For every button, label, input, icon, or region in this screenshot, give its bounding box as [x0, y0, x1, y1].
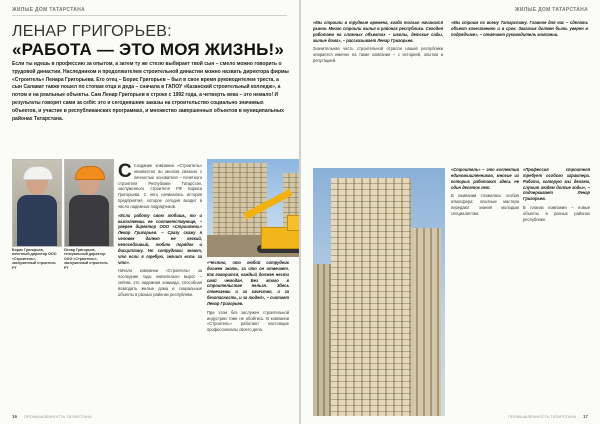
- portrait-lenar: [64, 159, 114, 247]
- drop-cap: С: [118, 161, 132, 182]
- helmet-icon: [23, 166, 53, 180]
- paragraph: С Создание компании «Строитель» неизвестно во многом связано с личностью основателя – почетного строителя Республики Татарстан, заслуженного строителя РФ Бориса Григорьева. С него начиналась история предприятия, которое сегодня входит в число надежных подрядчиков.: [118, 161, 202, 209]
- text-column: [313, 20, 443, 67]
- quote-paragraph: «Если работу свою любишь, то и выполняешь ее соответствующе, – уверен директор ООО «Строитель» Ленар Григорьев. – Сразу скажу я человек далеко не легкий, непоседливый, люблю порядок и дисциплину. Но сотрудники знают, что если я требую, значит есть за что».: [118, 212, 202, 265]
- helmet-icon: [75, 166, 105, 180]
- right-page: [301, 0, 600, 424]
- quote-paragraph: «Честно, что любой сотрудник должен знать, за что он отвечает. Как говорится, каждый должен нести свой чемодан. Без этого в строительстве нельзя. Здесь отвечаешь и за качество, и за безопасность, и за людей», – считает Ленар Григорьев.: [207, 260, 289, 306]
- text-column: [523, 167, 590, 226]
- divider: [12, 15, 287, 16]
- photo-caption: Борис Григорьев, почетный директор ООО «Строитель», заслуженный строитель РТ: [12, 248, 57, 270]
- building-image: [331, 178, 411, 416]
- paragraph: При этом без заслужен строительной индустрии тоже не обойтись. В компании «Строитель» работают настоящие профессионалы своего дела.: [207, 309, 289, 333]
- page-number: 16: [12, 414, 18, 419]
- footer-text: ПРОМЫШЛЕННОСТЬ ТАТАРСТАНА: [24, 414, 92, 419]
- building-image: [411, 228, 441, 416]
- paragraph: Начало компании «Строитель» за последние годы значительно вырос – сейчас это надежная команда, способная возводить жилые дома и социальные объекты в разных районах республики.: [118, 268, 202, 297]
- paragraph: Значительная часть строительной отрасли нашей республики опирается именно на такие компании – с историей, опытом и репутацией.: [313, 46, 443, 64]
- figure-body: [17, 195, 57, 247]
- page-number: 17: [582, 414, 588, 419]
- section-label: ЖИЛЫЕ ДОМ ТАТАРСТАНА: [12, 7, 85, 13]
- quote-paragraph: «Профессия строителя требует особого характера. Работа, которую мы делаем, служит людям долгие годы», – подчеркивает Ленар Григорьев.: [523, 167, 590, 202]
- figure-body: [69, 195, 109, 247]
- text-column: [451, 20, 588, 41]
- paragraph: В компании сложилась особая атмосфера: опытные мастера передают знания молодым специалистам.: [451, 193, 519, 216]
- article-lead: Если ты идешь в профессию за опытом, а затем ту же стезю выбирает твой сын – смело можно говорить о трудовой династии. Наследником и продолжателем строительной династии можно назвать директора фирмы «Строитель» Ленара Григорьева. Его отец – Борис Григорьев – был в свое время руководителем треста, а сын Салават также пошел по стопам отца и деда – сначала в ГАПОУ «Казанский строительный колледж», а потом и на реальные объекты. Сам Ленар Григорьев в строке с 1992 года, а четверть века – это немало! И результаты говорят сами за себя: это и сегодняшние заказы на строительство социально значимых объектов, и участие в республиканских программах, и множество завершенных объектов в муниципальных районах Татарстана.: [12, 61, 289, 122]
- paragraph: В планах компании – новые объекты в разных районах республики.: [523, 205, 590, 222]
- text-column: [207, 260, 289, 336]
- text-column: [451, 167, 519, 220]
- quote-paragraph: «Мы строили в трудные времена, когда только начинался рынок. Много строили жилья в районах республики. Сегодня работаем на сложных объектах – школы, детские сады, жилые дома», – рассказывает Ленар Григорьев.: [313, 20, 443, 43]
- text-column: [118, 163, 202, 301]
- portrait-photos: [12, 159, 112, 271]
- article-author: ЛЕНАР ГРИГОРЬЕВ:: [12, 23, 172, 40]
- article-title: «РАБОТА — ЭТО МОЯ ЖИЗНЬ!»: [12, 40, 285, 59]
- quote-paragraph: «Мы строим по всему Татарстану. Главное для нас – сделать объект качественно и в срок. Заказчик должен быть уверен в подрядчике», – отмечает руководитель компании.: [451, 20, 588, 37]
- footer-text: ПРОМЫШЛЕННОСТЬ ТАТАРСТАНА: [508, 414, 576, 419]
- photo-caption: Ленар Григорьев, генеральный директор ООО «Строитель», заслуженный строитель РТ: [64, 248, 108, 270]
- quote-paragraph: «Строитель» – это коллектив единомышленников, многие из которых работают здесь не один десяток лет.: [451, 167, 519, 190]
- building-photo: [313, 168, 445, 416]
- building-image: [313, 264, 333, 416]
- section-label: ЖИЛЫЕ ДОМ ТАТАРСТАНА: [515, 7, 588, 13]
- portrait-boris: [12, 159, 62, 247]
